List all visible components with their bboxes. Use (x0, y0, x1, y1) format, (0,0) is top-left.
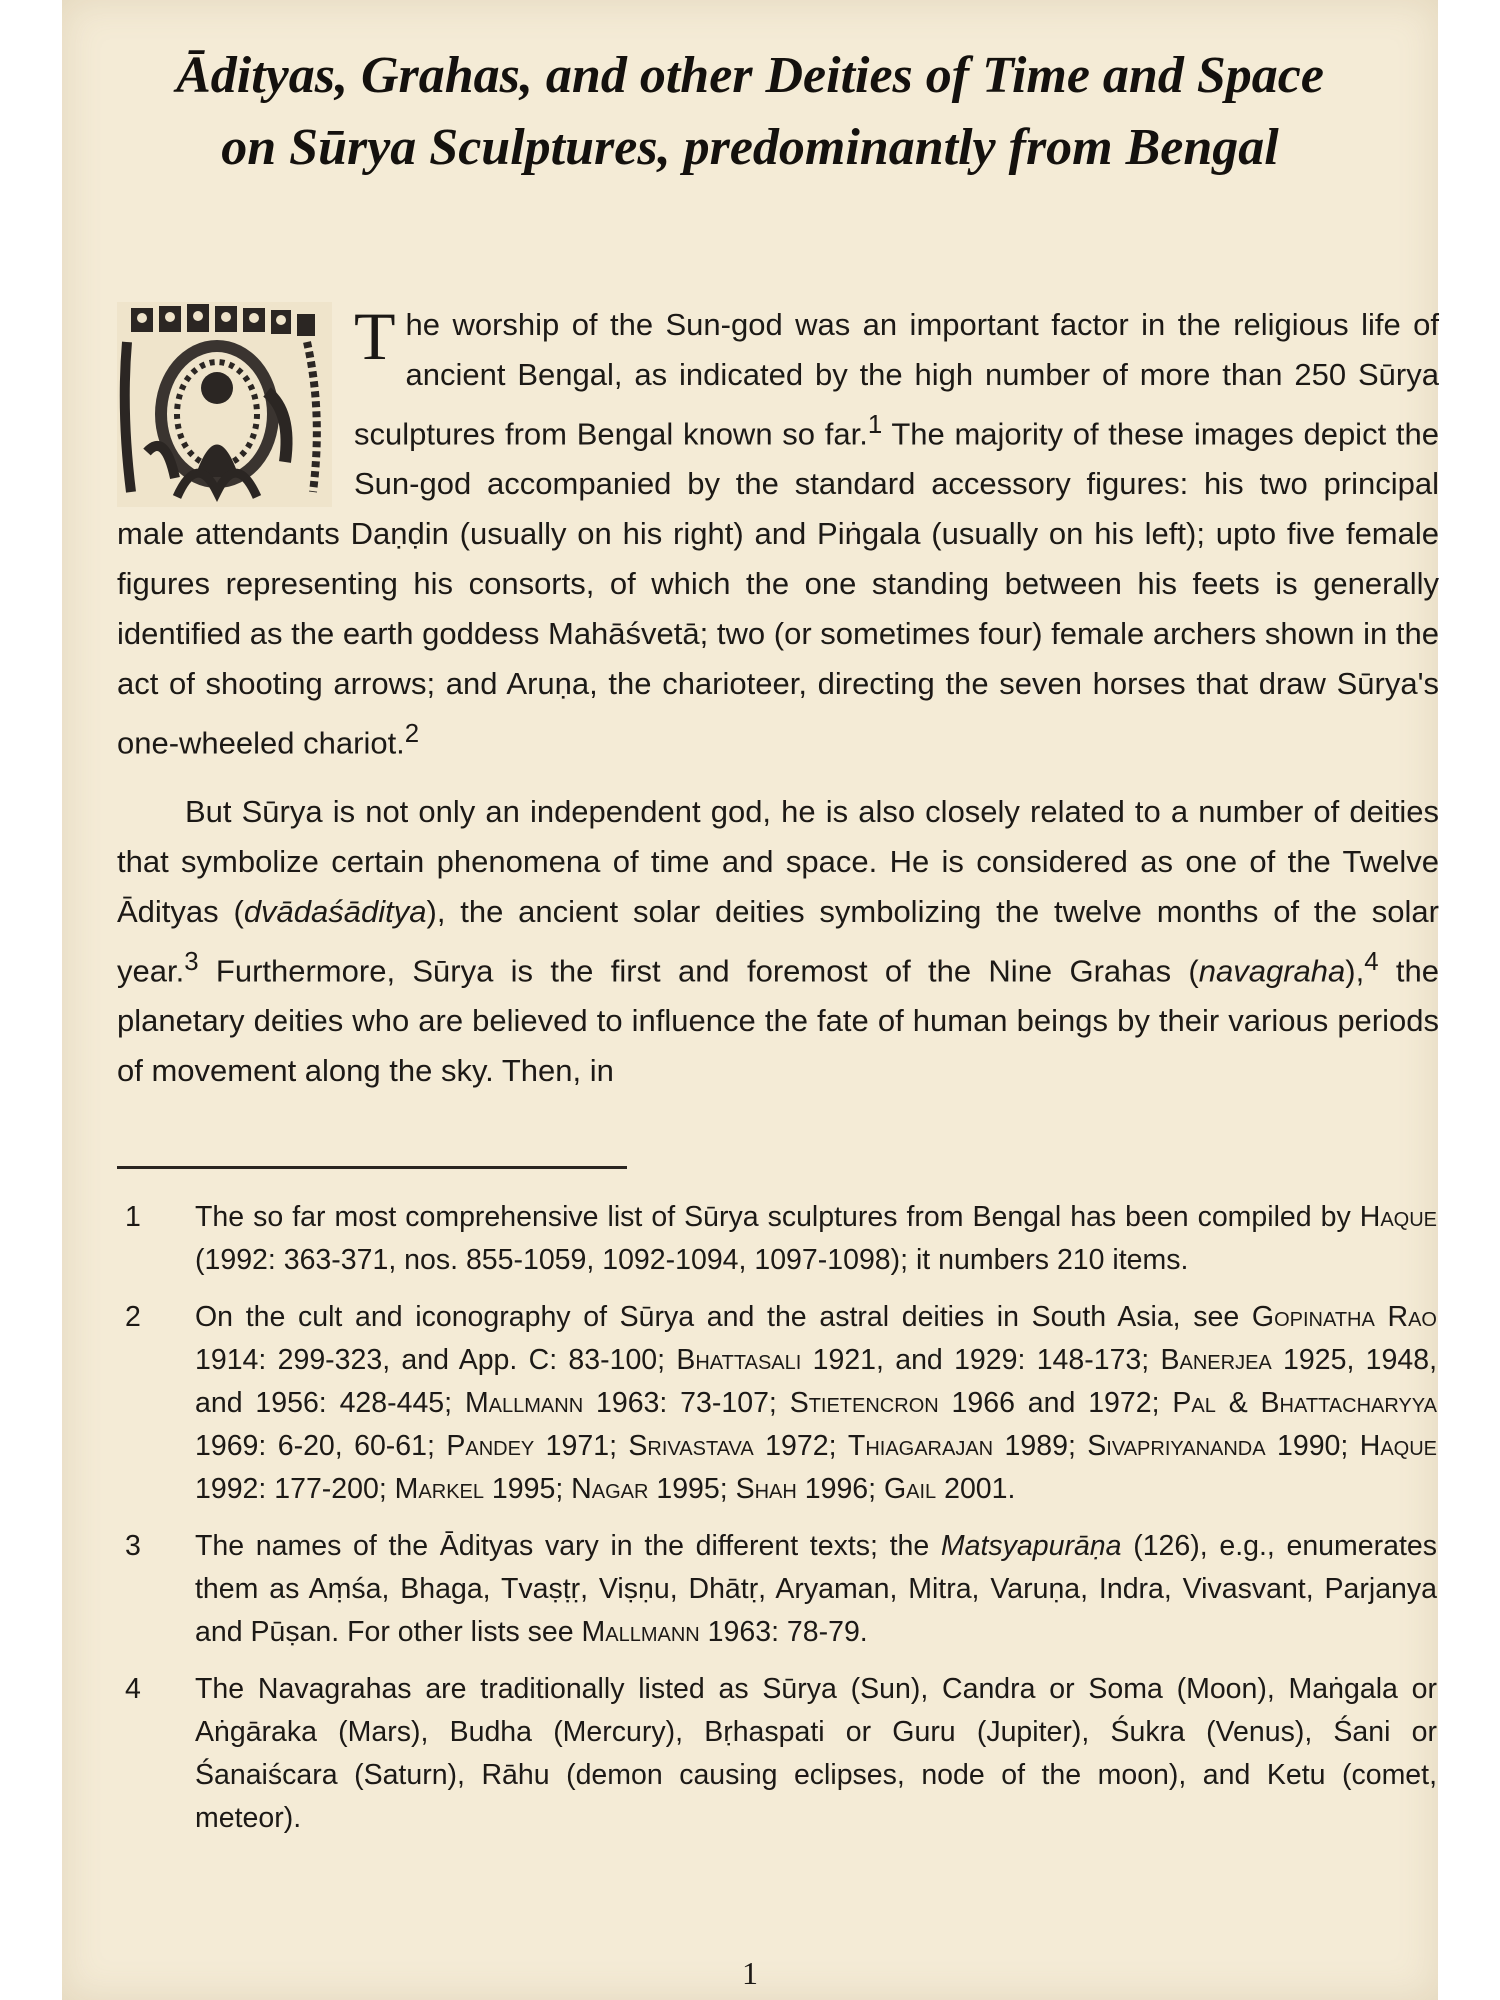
footnote-text: The names of the Ādityas vary in the different texts; the Matsyapurāṇa (126), e.g., enumerates them as Aṃśa, Bhaga, Tvaṣṭṛ, Viṣṇu, Dhātṛ, Aryaman, Mitra, Varuṇa, Indra, Vivasvant, Parjanya and Pūṣan. For other lists see Mallmann 1963: 78-79. (195, 1530, 1437, 1648)
footnote-text: The so far most comprehensive list of Sūrya sculptures from Bengal has been compiled by Haque (1992: 363-371, nos. 855-1059, 1092-1094, 1097-1098); it numbers 210 items. (195, 1201, 1437, 1276)
book-page (62, 0, 1438, 2000)
main-text (117, 300, 1439, 1096)
footnote-2 (117, 1296, 1437, 1511)
footnote-text: On the cult and iconography of Sūrya and the astral deities in South Asia, see Gopinatha Rao 1914: 299-323, and App. C: 83-100; Bhattasali 1921, and 1929: 148-173; Banerjea 1925, 1948, and 1956: 428-445; Mallmann 1963: 73-107; Stietencron 1966 and 1972; Pal & Bhattacharyya 1969: 6-20, 60-61; Pandey 1971; Srivastava 1972; Thiagarajan 1989; Sivapriyananda 1990; Haque 1992: 177-200; Markel 1995; Nagar 1995; Shah 1996; Gail 2001. (195, 1301, 1438, 1505)
footnote-divider (117, 1166, 627, 1169)
drop-cap: T (354, 298, 396, 374)
title-line-2: on Sūrya Sculptures, predominantly from Bengal (221, 119, 1279, 176)
footnote-ref-3: 3 (184, 947, 199, 976)
footnote-number: 2 (125, 1301, 141, 1333)
footnotes (117, 1196, 1437, 1854)
surya-emblem-icon (117, 302, 332, 507)
footnote-number: 3 (125, 1530, 141, 1562)
footnote-4 (117, 1668, 1437, 1840)
footnote-ref-2: 2 (404, 720, 420, 749)
paragraph-1: The worship of the Sun-god was an important factor in the religious life of ancient Bengal, as indicated by the high number of more than 250 Sūrya sculptures from Bengal known so far.$^1$ The majority of these images depict the Sun-god accompanied by the standard accessory figures: his two principal male attendants Daṇḍin (usually on his right) and Piṅgala (usually on his left); upto five female figures representing his consorts, of which the one standing between his feets is generally identified as the earth goddess Mahāśvetā; two (or sometimes four) female archers shown in the act of shooting arrows; and Aruṇa, the charioteer, directing the seven horses that draw Sūrya's one-wheeled chariot.$^2$ (117, 298, 1439, 761)
footnote-number: 4 (125, 1673, 141, 1705)
footnote-text: The Navagrahas are traditionally listed as Sūrya (Sun), Candra or Soma (Moon), Maṅgala or Aṅgāraka (Mars), Budha (Mercury), Bṛhaspati or Guru (Jupiter), Śukra (Venus), Śani or Śanaiścara (Saturn), Rāhu (demon causing eclipses, node of the moon), and Ketu (comet, meteor). (195, 1673, 1437, 1834)
page-number: 1 (742, 1955, 758, 1991)
footnote-1 (117, 1196, 1437, 1282)
chapter-title (62, 40, 1438, 184)
title-line-1: Ādityas, Grahas, and other Deities of Time and Space (176, 47, 1324, 104)
paragraph-2: But Sūrya is not only an independent god, he is also closely related to a number of deities that symbolize certain phenomena of time and space. He is considered as one of the Twelve Ādityas (dvādaśāditya), the ancient solar deities symbolizing the twelve months of the solar year.$^3$ Furthermore, Sūrya is the first and foremost of the Nine Grahas (navagraha),$^4$ the planetary deities who are believed to influence the fate of human beings by their various periods of movement along the sky. Then, in (117, 793, 1439, 1088)
footnote-ref-4: 4 (1364, 947, 1379, 976)
footnote-3 (117, 1525, 1437, 1654)
footnote-ref-1: 1 (867, 411, 883, 439)
footnote-number: 1 (125, 1201, 141, 1233)
